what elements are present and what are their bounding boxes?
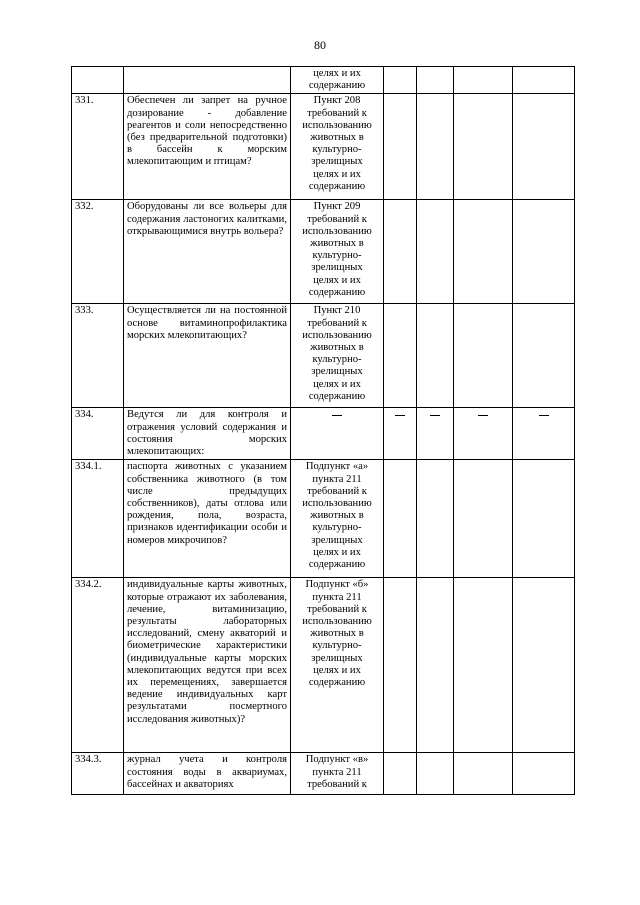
ref-line: животных в [310,342,364,354]
ref-line: содержанию [308,80,366,92]
answer-no-cell [417,578,454,753]
ref-line: зрелищных [311,652,363,664]
question-cell [124,67,291,94]
answer-na-cell [454,408,513,460]
note-cell [513,460,575,578]
ref-line: использованию [302,119,372,131]
ref-line: животных в [310,132,364,144]
row-number-cell: 334.3. [72,753,124,795]
requirement-ref-cell [291,753,384,795]
answer-no-cell [417,67,454,94]
ref-line: культурно- [312,522,362,534]
answer-no-cell [417,460,454,578]
row-number-cell: 334.1. [72,460,124,578]
table-row [72,200,575,304]
table-row [72,753,575,795]
ref-line: использованию [302,498,372,510]
requirement-ref-cell [291,200,384,304]
ref-line: Пункт 209 [313,201,361,213]
note-cell [513,408,575,460]
ref-line: целях и их [313,168,361,180]
question-cell: Оборудованы ли все вольеры для содержания ластоногих калитками, открывающимися внутрь вольера? [124,200,291,304]
checklist-table [71,66,575,795]
ref-line: требований к [307,107,367,119]
ref-line: зрелищных [311,366,363,378]
ref-line: Пункт 210 [313,305,361,317]
ref-line: содержанию [308,286,366,298]
table-row [72,304,575,408]
ref-line: Пункт 208 [313,95,361,107]
ref-line: использованию [302,616,372,628]
answer-no-cell [417,94,454,200]
answer-no-cell [417,304,454,408]
ref-line: культурно- [312,250,362,262]
ref-line: Подпункт «а» [305,461,369,473]
answer-yes-cell [384,753,417,795]
ref-line: зрелищных [311,534,363,546]
ref-line: целях и их [313,664,361,676]
requirement-ref-cell [291,578,384,753]
ref-line: пункта 211 [312,591,362,603]
dash-mark [395,415,405,416]
ref-line: пункта 211 [312,473,362,485]
row-number-cell: 333. [72,304,124,408]
ref-line: содержанию [308,390,366,402]
ref-line: целях и их [313,68,361,79]
requirement-ref-cell [291,304,384,408]
answer-na-cell [454,67,513,94]
ref-line: использованию [302,225,372,237]
answer-na-cell [454,460,513,578]
ref-line: культурно- [312,640,362,652]
ref-line: целях и их [313,546,361,558]
ref-line: Подпункт «в» [305,754,369,766]
note-cell [513,753,575,795]
table-row [72,408,575,460]
dash-mark [478,415,488,416]
answer-na-cell [454,578,513,753]
table-row [72,94,575,200]
answer-yes-cell [384,578,417,753]
ref-line: требований к [307,213,367,225]
row-number-cell [72,67,124,94]
ref-line: целях и их [313,274,361,286]
ref-line: требований к [307,778,367,790]
ref-line: требований к [307,485,367,497]
row-number-cell: 334. [72,408,124,460]
dash-mark [539,415,549,416]
note-cell [513,200,575,304]
table-row [72,578,575,753]
note-cell [513,94,575,200]
row-number-cell: 332. [72,200,124,304]
question-cell: Осуществляется ли на постоянной основе витаминопрофилактика морских млекопитающих? [124,304,291,408]
dash-mark [332,415,342,416]
answer-na-cell [454,94,513,200]
answer-yes-cell [384,408,417,460]
requirement-ref-cell [291,94,384,200]
question-cell: Обеспечен ли запрет на ручное дозирование - добавление реагентов и соли непосредственно (без предварительной подготовки) в бассейн к морским млекопитающим и птицам? [124,94,291,200]
ref-line: животных в [310,238,364,250]
answer-yes-cell [384,304,417,408]
answer-yes-cell [384,67,417,94]
ref-line: использованию [302,329,372,341]
ref-line: содержанию [308,677,366,689]
question-cell: журнал учета и контроля состояния воды в аквариумах, бассейнах и акваториях [124,753,291,795]
ref-line: зрелищных [311,156,363,168]
note-cell [513,67,575,94]
answer-yes-cell [384,460,417,578]
continuation-row [72,67,575,94]
answer-na-cell [454,200,513,304]
note-cell [513,304,575,408]
answer-yes-cell [384,200,417,304]
ref-line: целях и их [313,378,361,390]
ref-line: культурно- [312,144,362,156]
answer-no-cell [417,200,454,304]
ref-line: содержанию [308,180,366,192]
requirement-ref-cell [291,408,384,460]
ref-line: требований к [307,603,367,615]
note-cell [513,578,575,753]
ref-line: содержанию [308,559,366,571]
ref-line: культурно- [312,354,362,366]
answer-no-cell [417,408,454,460]
answer-no-cell [417,753,454,795]
row-number-cell: 334.2. [72,578,124,753]
answer-yes-cell [384,94,417,200]
answer-na-cell [454,304,513,408]
requirement-ref-cell [291,67,384,94]
ref-line: требований к [307,317,367,329]
ref-line: пункта 211 [312,766,362,778]
ref-line: животных в [310,628,364,640]
question-cell: паспорта животных с указанием собственника животного (в том числе предыдущих собственников), даты отлова или рождения, пола, возраста, признаков идентификации особи и номеров микрочипов? [124,460,291,578]
dash-mark [430,415,440,416]
question-cell: Ведутся ли для контроля и отражения условий содержания и состояния морских млекопитающих: [124,408,291,460]
row-number-cell: 331. [72,94,124,200]
ref-line: Подпункт «б» [305,579,369,591]
answer-na-cell [454,753,513,795]
table-row [72,460,575,578]
ref-line: животных в [310,510,364,522]
question-cell: индивидуальные карты животных, которые отражают их заболевания, лечение, витаминизацию, результаты лабораторных исследований, смену акваторий и биометрические характеристики (индивидуальные карты морских млекопитающих ведутся при всех их перемещениях, завершается ведение индивидуальных карт результатами посмертного исследования животных)? [124,578,291,753]
requirement-ref-cell [291,460,384,578]
ref-line: зрелищных [311,262,363,274]
page-number: 80 [314,38,326,52]
